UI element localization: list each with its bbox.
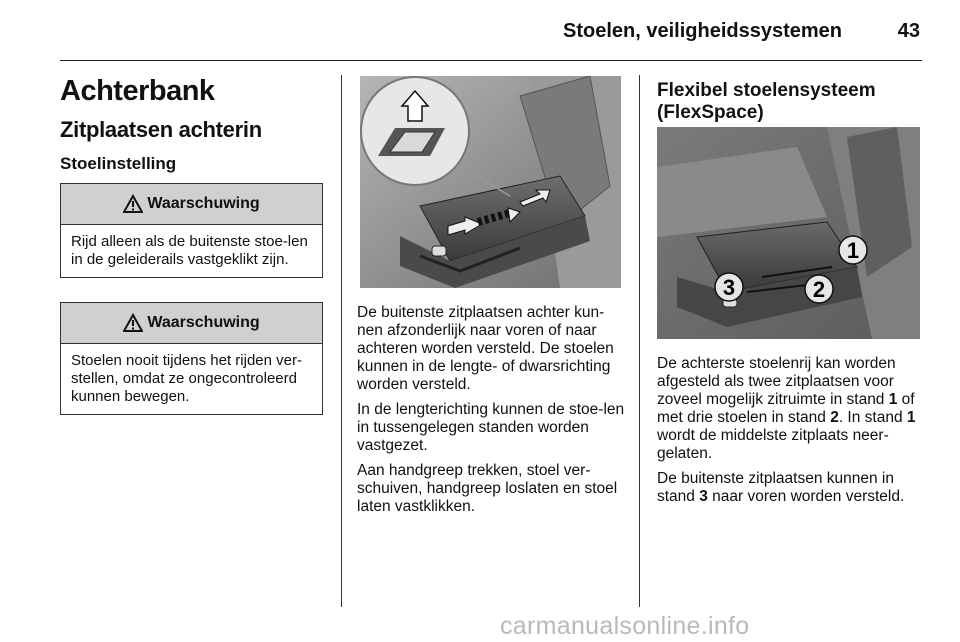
- seat-adjustment-illustration: [360, 76, 621, 288]
- column-divider-left: [341, 75, 342, 607]
- warning-triangle-icon: [123, 194, 143, 214]
- warning-title: Waarschuwing: [147, 195, 260, 212]
- section-title: Achterbank: [60, 75, 215, 107]
- position-ref: 3: [699, 488, 708, 505]
- flexspace-illustration: [657, 127, 920, 339]
- position-ref: 2: [830, 409, 839, 426]
- position-ref: 1: [888, 391, 898, 408]
- warning-header: [61, 303, 322, 344]
- header-title: Stoelen, veiligheidssystemen: [563, 20, 842, 42]
- text-run: naar voren worden versteld.: [707, 488, 905, 505]
- warning-text: Stoelen nooit tijdens het rijden ver-stellen, omdat ze ongecontroleerd kunnen bewegen.: [71, 352, 302, 405]
- subsection-title: Zitplaatsen achterin: [60, 117, 262, 142]
- text-run: wordt de middelste zitplaats neer-gelaten.: [657, 427, 889, 462]
- warning-box-2: [60, 302, 323, 415]
- callout-label-2: 2: [812, 277, 826, 302]
- position-ref: 1: [906, 409, 916, 426]
- text-run: . In stand: [838, 409, 907, 426]
- paragraph: De buitenste zitplaatsen achter kun-nen afzonderlijk naar voren of naar achteren worden versteld. De stoelen kunnen in de lengte- of dwarsrichting worden versteld.: [357, 304, 614, 393]
- callout-label-3: 3: [722, 275, 736, 300]
- paragraph: In de lengterichting kunnen de stoe-len in tussengelegen standen worden vastgezet.: [357, 401, 625, 454]
- flexspace-drawing: [657, 127, 920, 339]
- callout-3: [715, 273, 743, 301]
- text-run: De buitenste zitplaatsen kunnen in stand: [657, 470, 894, 505]
- watermark: carmanualsonline.info: [500, 612, 750, 640]
- text-run: of met drie stoelen in stand: [657, 391, 915, 426]
- warning-title: Waarschuwing: [147, 314, 260, 331]
- warning-triangle-icon: [123, 313, 143, 333]
- paragraph: [657, 470, 927, 506]
- warning-box-1: [60, 183, 323, 278]
- text-run: De achterste stoelenrij kan worden afgesteld als twee zitplaatsen voor zoveel mogelijk zitruimte in stand: [657, 355, 896, 408]
- page-number: 43: [897, 20, 920, 42]
- callout-2: [805, 275, 833, 303]
- warning-text: Rijd alleen als de buitenste stoe-len in de geleiderails vastgeklikt zijn.: [71, 233, 308, 268]
- paragraph: [657, 355, 927, 463]
- warning-header: [61, 184, 322, 225]
- page-header: [60, 0, 922, 61]
- sub-subsection-title: Stoelinstelling: [60, 154, 177, 173]
- flexspace-heading-line1: Flexibel stoelensysteem: [657, 80, 876, 101]
- seat-drawing: [360, 76, 621, 288]
- flexspace-heading: [657, 80, 897, 124]
- callout-1: [839, 236, 867, 264]
- paragraph: Aan handgreep trekken, stoel ver-schuiven, handgreep loslaten en stoel laten vastklikken.: [357, 462, 618, 515]
- right-text: [657, 355, 927, 513]
- flexspace-heading-line2: (FlexSpace): [657, 102, 764, 123]
- column-divider-right: [639, 75, 640, 607]
- middle-text: [357, 304, 625, 523]
- callout-label-1: 1: [846, 238, 860, 263]
